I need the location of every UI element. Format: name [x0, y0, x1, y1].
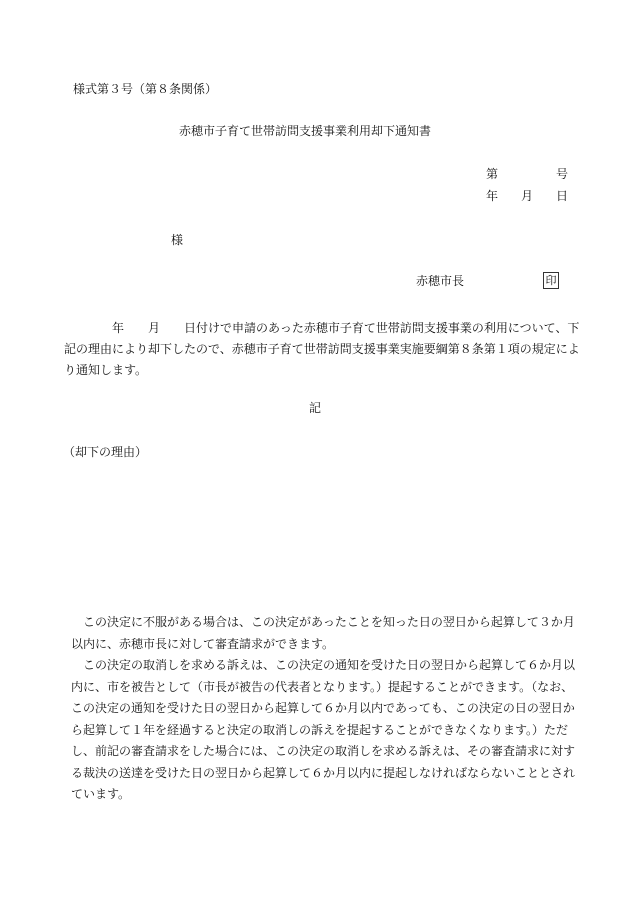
notice-line: 内に、市を被告として（市長が被告の代表者となります。）提起することができます。（なお、: [71, 679, 574, 694]
date-day: 日: [556, 189, 569, 203]
notice-line: この決定の通知を受けた日の翌日から起算して６か月以内であっても、この決定の日の翌日か: [71, 701, 575, 715]
rejection-reason-label: （却下の理由）: [63, 445, 148, 459]
document-number-prefix: 第: [486, 167, 499, 181]
body-line: 記の理由により却下したので、赤穂市子育て世帯訪問支援事業実施要綱第８条第１項の規定によ: [64, 342, 580, 356]
issuer-name: 赤穂市長: [416, 274, 465, 288]
seal-box: 印: [543, 272, 559, 289]
date-year: 年: [486, 189, 499, 203]
body-line: 年 月 日付けで申請のあった赤穂市子育て世帯訪問支援事業の利用について、下: [64, 321, 580, 335]
document-title: 赤穂市子育て世帯訪問支援事業利用却下通知書: [178, 124, 431, 138]
body-paragraph: [64, 318, 580, 381]
notice-line: し、前記の審査請求をした場合には、この決定の取消しを求める訴えは、その審査請求に対す: [71, 744, 576, 758]
notice-line: この決定の取消しを求める訴えは、この決定の通知を受けた日の翌日から起算して６か月以: [71, 658, 576, 672]
form-number: 様式第３号（第８条関係）: [73, 82, 218, 96]
date-month: 月: [521, 189, 534, 203]
addressee-honorific: 様: [171, 233, 184, 247]
appeal-notice: [71, 612, 581, 806]
body-line: り通知します。: [64, 363, 148, 377]
notice-line: ています。: [71, 787, 131, 801]
ki-heading: 記: [308, 401, 321, 415]
notice-line: る裁決の送達を受けた日の翌日から起算して６か月以内に提起しなければならないこととされ: [71, 765, 576, 780]
notice-line: この決定に不服がある場合は、この決定があったことを知った日の翌日から起算して３か月: [71, 615, 575, 629]
notice-line: ら起算して１年を経過すると決定の取消しの訴えを提起することができなくなります。）ただ: [71, 722, 569, 737]
notice-line: 以内に、赤穂市長に対して審査請求ができます。: [71, 636, 335, 651]
document-number-suffix: 号: [556, 167, 569, 181]
